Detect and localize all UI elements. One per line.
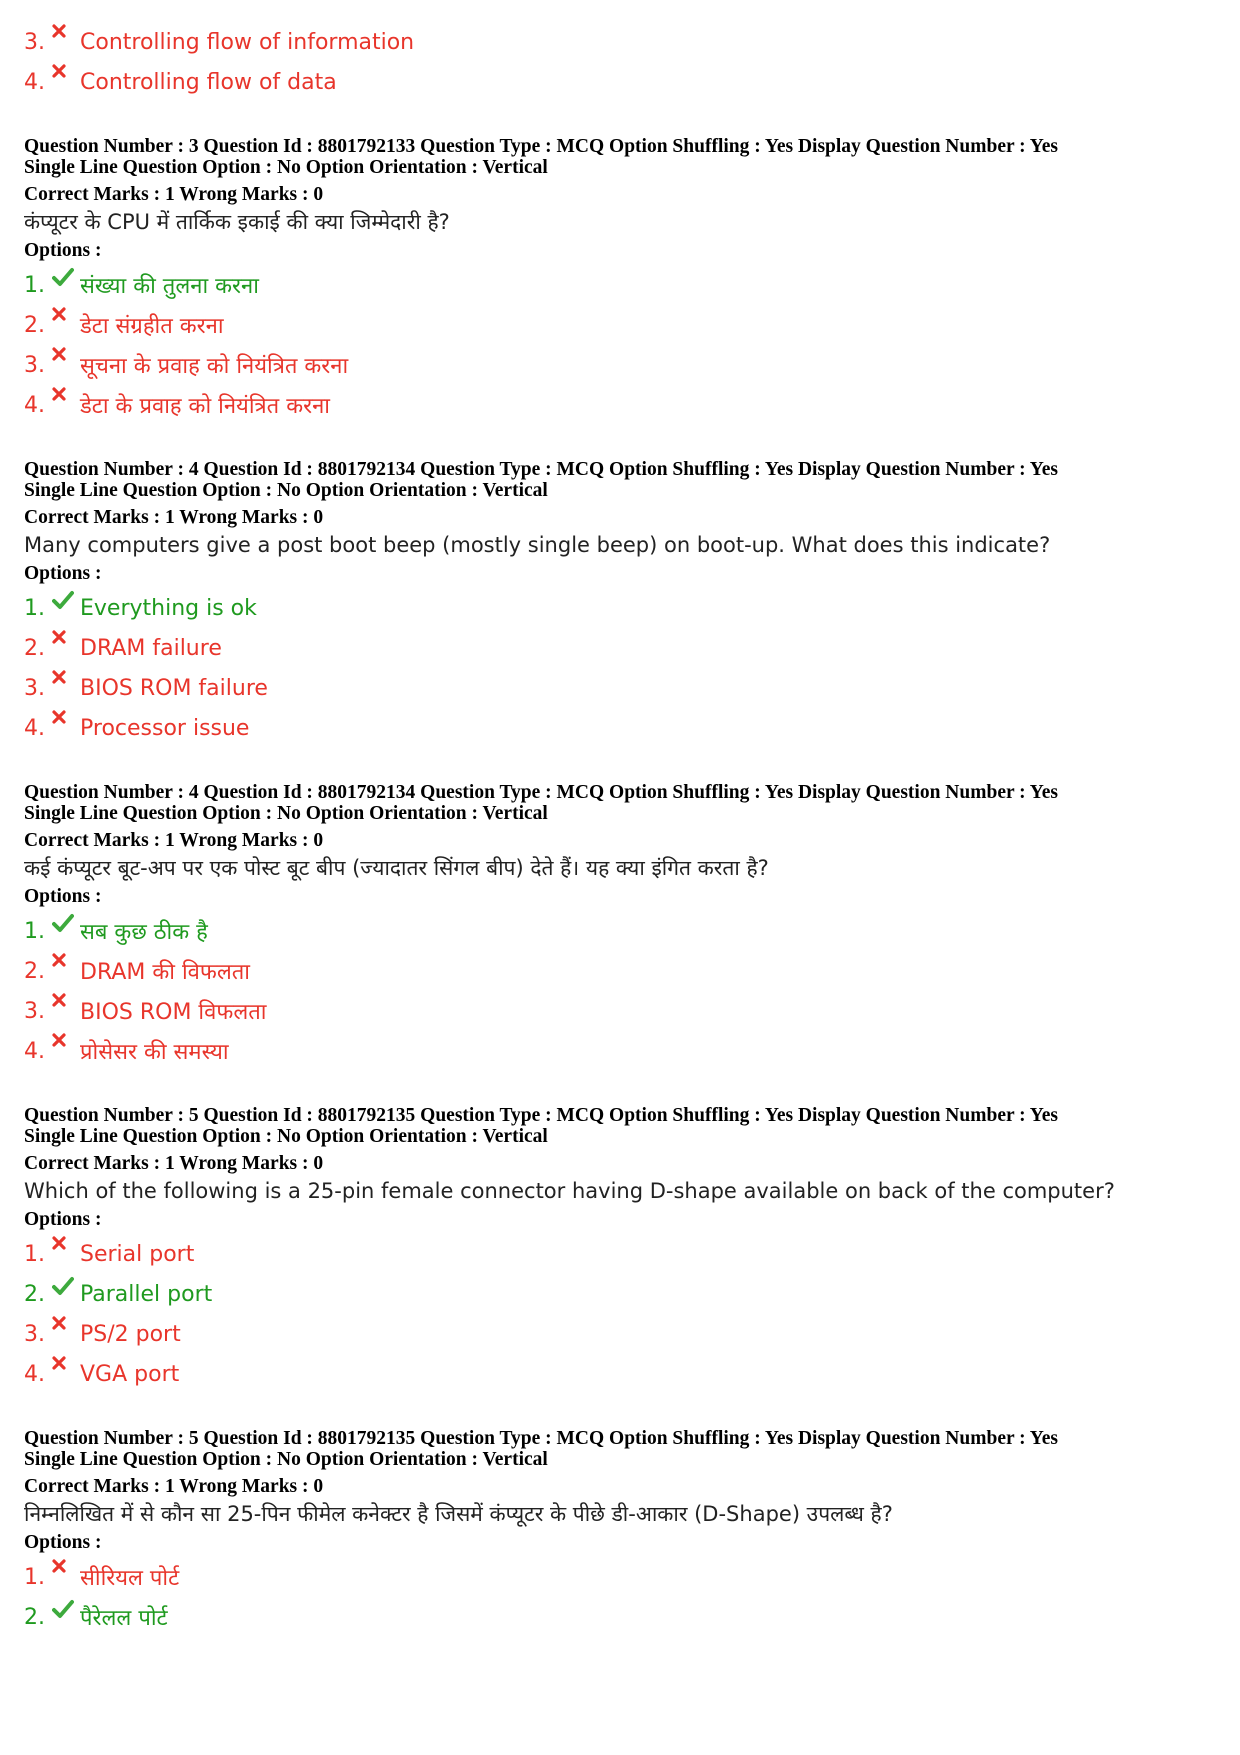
question-meta-line-2: Single Line Question Option : No Option Orientation : Vertical xyxy=(24,157,548,178)
option-number: 2. xyxy=(24,1604,45,1630)
option-row xyxy=(24,265,1214,305)
cross-icon xyxy=(52,1320,80,1348)
marks-line: Correct Marks : 1 Wrong Marks : 0 xyxy=(24,1476,324,1497)
question-text: निम्नलिखित में से कौन सा 25-पिन फीमेल कनेक्टर है जिसमें कंप्यूटर के पीछे डी-आकार (D-Shape) उपलब्ध है? xyxy=(24,1502,893,1526)
option-text: DRAM की विफलता xyxy=(80,960,250,985)
option-number: 4. xyxy=(24,69,45,95)
options-list xyxy=(24,1234,1214,1394)
option-number: 3. xyxy=(24,998,45,1024)
cross-icon xyxy=(52,634,80,662)
check-icon xyxy=(52,1603,80,1631)
option-row xyxy=(24,62,1214,102)
cross-icon xyxy=(52,997,80,1025)
cross-icon xyxy=(52,28,80,56)
option-number: 4. xyxy=(24,1038,45,1064)
option-row xyxy=(24,345,1214,385)
question-meta-line-2: Single Line Question Option : No Option Orientation : Vertical xyxy=(24,1126,548,1147)
option-number: 4. xyxy=(24,392,45,418)
cross-icon xyxy=(52,391,80,419)
option-number: 2. xyxy=(24,312,45,338)
question-meta-line-1: Question Number : 5 Question Id : 8801792135 Question Type : MCQ Option Shuffling : Yes Display Question Number : Yes xyxy=(24,1428,1058,1449)
option-text: BIOS ROM failure xyxy=(80,675,268,701)
question-meta-line-1: Question Number : 3 Question Id : 8801792133 Question Type : MCQ Option Shuffling : Yes Display Question Number : Yes xyxy=(24,136,1058,157)
option-text: पैरेलल पोर्ट xyxy=(80,1606,168,1631)
option-text: डेटा संग्रहीत करना xyxy=(80,314,224,339)
question-block xyxy=(24,459,1214,748)
options-label: Options : xyxy=(24,240,102,261)
marks-line: Correct Marks : 1 Wrong Marks : 0 xyxy=(24,507,324,528)
question-paper xyxy=(24,22,1214,1637)
option-text: Controlling flow of information xyxy=(80,29,415,55)
question-meta-line-1: Question Number : 4 Question Id : 8801792134 Question Type : MCQ Option Shuffling : Yes Display Question Number : Yes xyxy=(24,782,1058,803)
option-row xyxy=(24,708,1214,748)
check-icon xyxy=(52,917,80,945)
option-text: PS/2 port xyxy=(80,1321,181,1347)
question-meta-line-1: Question Number : 5 Question Id : 8801792135 Question Type : MCQ Option Shuffling : Yes Display Question Number : Yes xyxy=(24,1105,1058,1126)
options-label: Options : xyxy=(24,1209,102,1230)
option-number: 4. xyxy=(24,715,45,741)
option-number: 2. xyxy=(24,958,45,984)
option-number: 3. xyxy=(24,675,45,701)
question-meta-line-2: Single Line Question Option : No Option Orientation : Vertical xyxy=(24,803,548,824)
option-text: Processor issue xyxy=(80,715,250,741)
option-number: 3. xyxy=(24,1321,45,1347)
cross-icon xyxy=(52,714,80,742)
option-text: Parallel port xyxy=(80,1281,213,1307)
cross-icon xyxy=(52,957,80,985)
question-text: Which of the following is a 25-pin female connector having D-shape available on back of the computer? xyxy=(24,1179,1115,1203)
options-list xyxy=(24,911,1214,1071)
question-meta-line-2: Single Line Question Option : No Option Orientation : Vertical xyxy=(24,480,548,501)
question-text: कई कंप्यूटर बूट-अप पर एक पोस्ट बूट बीप (ज्यादातर सिंगल बीप) देते हैं। यह क्या इंगित करता है? xyxy=(24,856,769,880)
option-text: VGA port xyxy=(80,1361,180,1387)
option-row xyxy=(24,628,1214,668)
option-row xyxy=(24,1597,1214,1637)
option-row xyxy=(24,1234,1214,1274)
option-number: 1. xyxy=(24,918,45,944)
option-number: 4. xyxy=(24,1361,45,1387)
option-text: Controlling flow of data xyxy=(80,69,337,95)
option-row xyxy=(24,1354,1214,1394)
option-text: सूचना के प्रवाह को नियंत्रित करना xyxy=(80,354,349,379)
option-number: 3. xyxy=(24,29,45,55)
option-text: डेटा के प्रवाह को नियंत्रित करना xyxy=(80,394,330,419)
options-list xyxy=(24,265,1214,425)
cross-icon xyxy=(52,1240,80,1268)
cross-icon xyxy=(52,311,80,339)
question-block xyxy=(24,1428,1214,1637)
option-text: Everything is ok xyxy=(80,595,257,621)
option-number: 3. xyxy=(24,352,45,378)
question-meta-line-1: Question Number : 4 Question Id : 8801792134 Question Type : MCQ Option Shuffling : Yes Display Question Number : Yes xyxy=(24,459,1058,480)
cross-icon xyxy=(52,68,80,96)
question-list xyxy=(24,136,1214,1637)
options-label: Options : xyxy=(24,886,102,907)
option-row xyxy=(24,588,1214,628)
question-text: Many computers give a post boot beep (mostly single beep) on boot-up. What does this indicate? xyxy=(24,533,1051,557)
question-meta-line-2: Single Line Question Option : No Option Orientation : Vertical xyxy=(24,1449,548,1470)
option-row xyxy=(24,668,1214,708)
option-row xyxy=(24,991,1214,1031)
option-text: DRAM failure xyxy=(80,635,222,661)
option-number: 1. xyxy=(24,272,45,298)
check-icon xyxy=(52,1280,80,1308)
question-block xyxy=(24,136,1214,425)
option-number: 1. xyxy=(24,595,45,621)
option-row xyxy=(24,911,1214,951)
marks-line: Correct Marks : 1 Wrong Marks : 0 xyxy=(24,184,324,205)
option-text: BIOS ROM विफलता xyxy=(80,1000,267,1025)
option-number: 2. xyxy=(24,1281,45,1307)
marks-line: Correct Marks : 1 Wrong Marks : 0 xyxy=(24,1153,324,1174)
option-row xyxy=(24,305,1214,345)
option-text: Serial port xyxy=(80,1241,195,1267)
option-row xyxy=(24,1274,1214,1314)
option-text: संख्या की तुलना करना xyxy=(80,274,259,299)
marks-line: Correct Marks : 1 Wrong Marks : 0 xyxy=(24,830,324,851)
question-block xyxy=(24,1105,1214,1394)
option-row xyxy=(24,1557,1214,1597)
cross-icon xyxy=(52,1563,80,1591)
option-text: सीरियल पोर्ट xyxy=(80,1566,180,1591)
option-number: 1. xyxy=(24,1241,45,1267)
check-icon xyxy=(52,594,80,622)
option-text: सब कुछ ठीक है xyxy=(80,920,208,945)
options-label: Options : xyxy=(24,563,102,584)
option-row xyxy=(24,1314,1214,1354)
question-block xyxy=(24,782,1214,1071)
previous-question-options xyxy=(24,22,1214,102)
option-row xyxy=(24,951,1214,991)
cross-icon xyxy=(52,1037,80,1065)
options-label: Options : xyxy=(24,1532,102,1553)
options-list xyxy=(24,588,1214,748)
options-list xyxy=(24,1557,1214,1637)
cross-icon xyxy=(52,1360,80,1388)
question-text: कंप्यूटर के CPU में तार्किक इकाई की क्या जिम्मेदारी है? xyxy=(24,210,450,234)
option-text: प्रोसेसर की समस्या xyxy=(80,1040,229,1065)
option-number: 1. xyxy=(24,1564,45,1590)
option-row xyxy=(24,22,1214,62)
cross-icon xyxy=(52,351,80,379)
option-number: 2. xyxy=(24,635,45,661)
cross-icon xyxy=(52,674,80,702)
option-row xyxy=(24,1031,1214,1071)
option-row xyxy=(24,385,1214,425)
check-icon xyxy=(52,271,80,299)
